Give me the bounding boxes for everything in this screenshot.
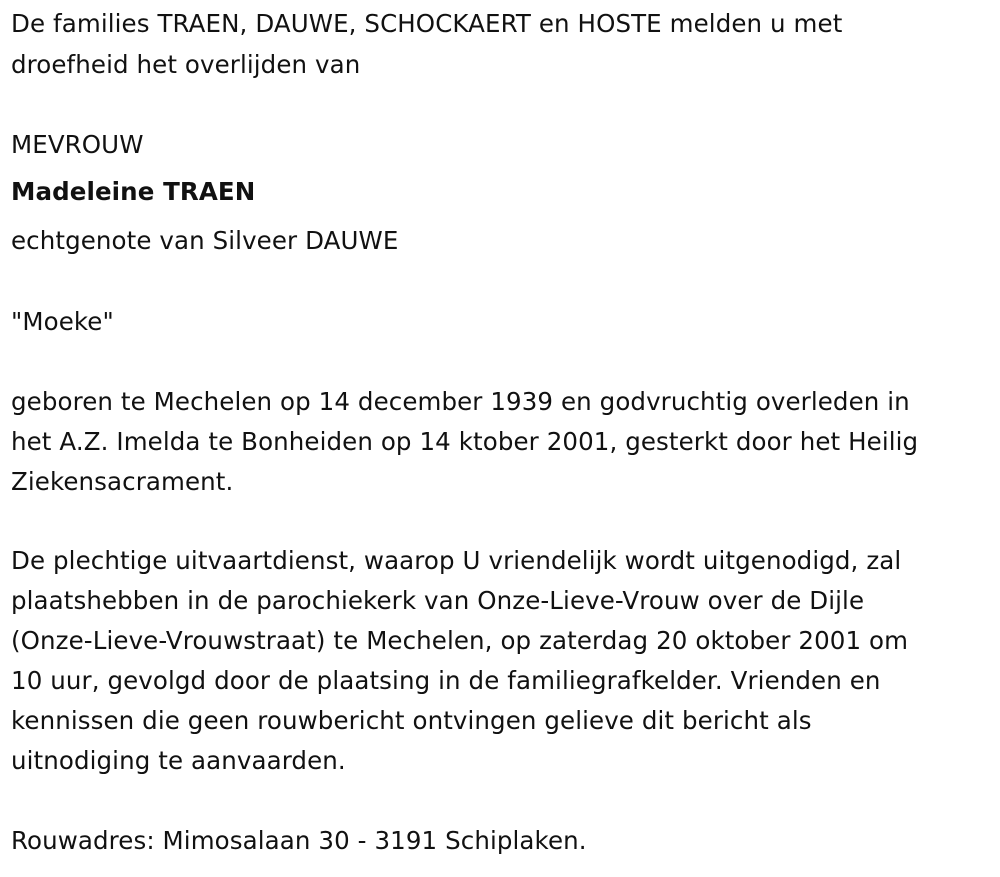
service-line: De plechtige uitvaartdienst, waarop U vriendelijk wordt uitgenodigd, zal xyxy=(11,546,902,575)
intro-line: De families TRAEN, DAUWE, SCHOCKAERT en HOSTE melden u met xyxy=(11,9,843,38)
service-line: 10 uur, gevolgd door de plaatsing in de familiegrafkelder. Vrienden en xyxy=(11,666,881,695)
birth-death-line: het A.Z. Imelda te Bonheiden op 14 ktober 2001, gesterkt door het Heilig xyxy=(11,427,919,456)
birth-death-line: Ziekensacrament. xyxy=(11,467,234,496)
service-line: (Onze-Lieve-Vrouwstraat) te Mechelen, op zaterdag 20 oktober 2001 om xyxy=(11,626,909,655)
service-line: kennissen die geen rouwbericht ontvingen gelieve dit bericht als xyxy=(11,706,812,735)
honorific: MEVROUW xyxy=(11,130,144,159)
intro-line: droefheid het overlijden van xyxy=(11,50,361,79)
service-line: uitnodiging te aanvaarden. xyxy=(11,746,346,775)
deceased-name: Madeleine TRAEN xyxy=(11,177,256,206)
spouse-line: echtgenote van Silveer DAUWE xyxy=(11,226,399,255)
funeral-address: Rouwadres: Mimosalaan 30 - 3191 Schiplaken. xyxy=(11,826,587,855)
service-line: plaatshebben in de parochiekerk van Onze-Lieve-Vrouw over de Dijle xyxy=(11,586,865,615)
nickname: "Moeke" xyxy=(11,307,114,336)
birth-death-line: geboren te Mechelen op 14 december 1939 en godvruchtig overleden in xyxy=(11,387,910,416)
